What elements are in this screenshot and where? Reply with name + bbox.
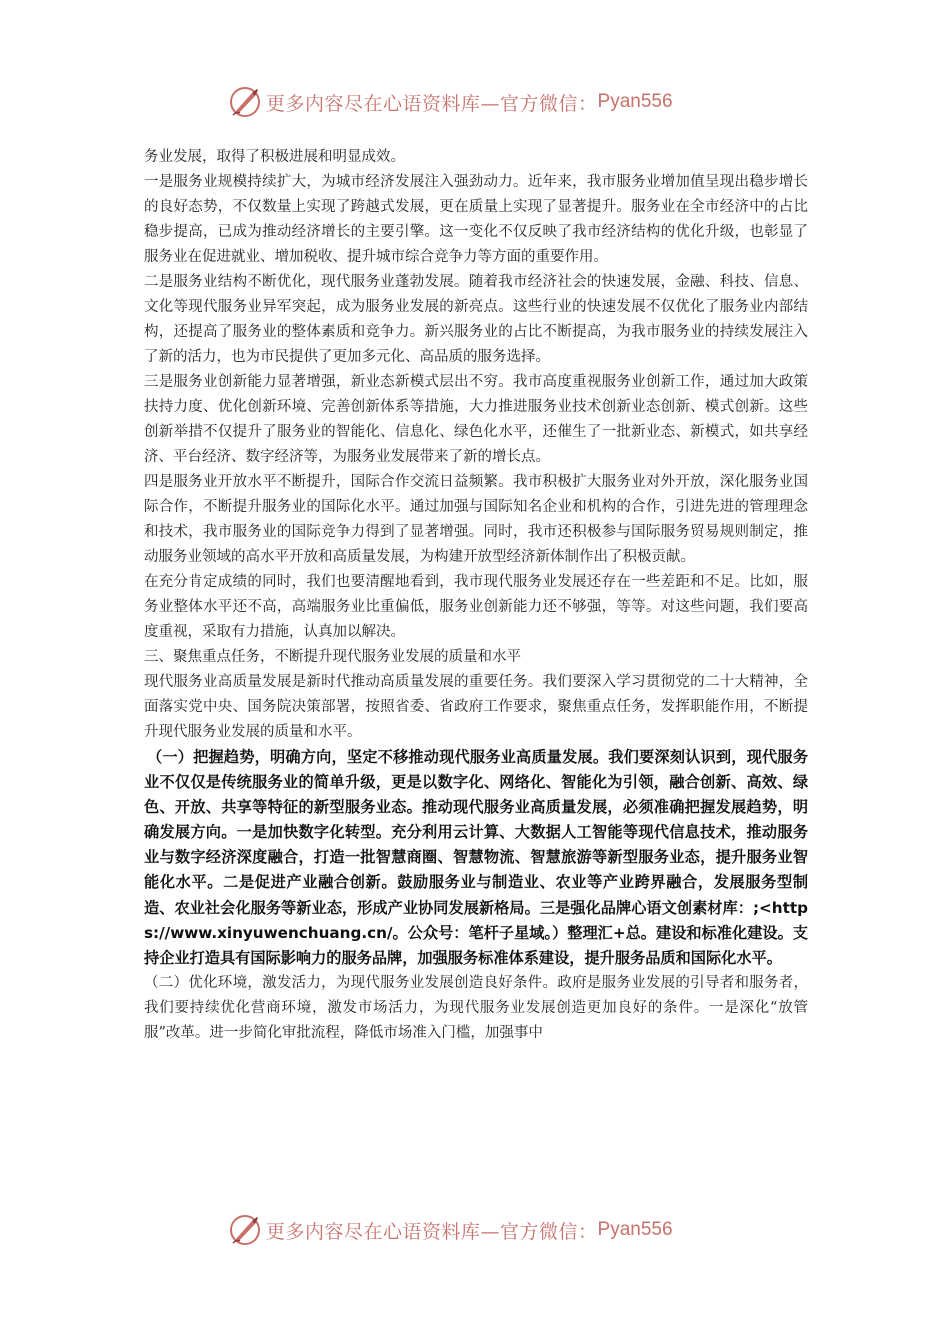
watermark-handle: Pyan556 xyxy=(597,1219,673,1240)
watermark-text: 更多内容尽在心语资料库—官方微信： xyxy=(266,1220,598,1243)
paragraph-task-one-bold: （一）把握趋势，明确方向，坚定不移推动现代服务业高质量发展。我们要深刻认识到，现代服务业不仅仅是传统服务业的简单升级，更是以数字化、网络化、智能化为引领，融合创新、高效、绿色、开放、共享等特征的新型服务业态。推动现代服务业高质量发展，必须准确把握发展趋势，明确发展方向。一是加快数字化转型。充分利用云计算、大数据人工智能等现代信息技术，推动服务业与数字经济深度融合，打造一批智慧商圈、智慧物流、智慧旅游等新型服务业态，提升服务业智能化水平。二是促进产业融合创新。鼓励服务业与制造业、农业等产业跨界融合，发展服务型制造、农业社会化服务等新业态，形成产业协同发展新格局。三是强化品牌心语文创素材库：;<https://www.xinyuwenchuang.cn/。公众号：笔杆子星域。）整理汇+总。建设和标准化建设。支持企业打造具有国际影响力的服务品牌，加强服务标准体系建设，提升服务品质和国际化水平。 xyxy=(144,748,808,967)
watermark-handle: Pyan556 xyxy=(597,91,673,112)
section-heading-three: 三、聚焦重点任务，不断提升现代服务业发展的质量和水平 xyxy=(144,649,521,665)
pen-logo-icon xyxy=(228,1213,262,1247)
watermark-text: 更多内容尽在心语资料库—官方微信： xyxy=(266,92,598,115)
paragraph-point-three: 三是服务业创新能力显著增强，新业态新模式层出不穷。我市高度重视服务业创新工作，通过加大政策扶持力度、优化创新环境、完善创新体系等措施，大力推进服务业技术创新业态创新、模式创新。这些创新举措不仅提升了服务业的智能化、信息化、绿色化水平，还催生了一批新业态、新模式，如共享经济、平台经济、数字经济等，为服务业发展带来了新的增长点。 xyxy=(144,374,808,465)
paragraph-section-intro: 现代服务业高质量发展是新时代推动高质量发展的重要任务。我们要深入学习贯彻党的二十大精神，全面落实党中央、国务院决策部署，按照省委、省政府工作要求，聚焦重点任务，发挥职能作用，不断提升现代服务业发展的质量和水平。 xyxy=(144,674,808,740)
document-body xyxy=(144,145,808,1046)
paragraph-shortcomings: 在充分肯定成绩的同时，我们也要清醒地看到，我市现代服务业发展还存在一些差距和不足。比如，服务业整体水平还不高，高端服务业比重偏低，服务业创新能力还不够强，等等。对这些问题，我们要高度重视，采取有力措施，认真加以解决。 xyxy=(144,574,808,640)
paragraph-task-two: （二）优化环境，激发活力，为现代服务业发展创造良好条件。政府是服务业发展的引导者和服务者，我们要持续优化营商环境，激发市场活力，为现代服务业发展创造更加良好的条件。一是深化“放管服”改革。进一步简化审批流程，降低市场准入门槛，加强事中 xyxy=(144,974,808,1041)
paragraph-point-one: 一是服务业规模持续扩大，为城市经济发展注入强劲动力。近年来，我市服务业增加值呈现出稳步增长的良好态势，不仅数量上实现了跨越式发展，更在质量上实现了显著提升。服务业在全市经济中的占比稳步提高，已成为推动经济增长的主要引擎。这一变化不仅反映了我市经济结构的优化升级，也彰显了服务业在促进就业、增加税收、提升城市综合竞争力等方面的重要作用。 xyxy=(144,174,808,265)
pen-logo-icon xyxy=(228,85,262,119)
paragraph-continuation: 务业发展，取得了积极进展和明显成效。 xyxy=(144,149,405,165)
paragraph-point-four: 四是服务业开放水平不断提升，国际合作交流日益频繁。我市积极扩大服务业对外开放，深化服务业国际合作，不断提升服务业的国际化水平。通过加强与国际知名企业和机构的合作，引进先进的管理理念和技术，我市服务业的国际竞争力得到了显著增强。同时，我市还积极参与国际服务贸易规则制定，推动服务业领域的高水平开放和高质量发展，为构建开放型经济新体制作出了积极贡献。 xyxy=(144,474,808,565)
footer-watermark-banner xyxy=(0,1210,950,1250)
paragraph-point-two: 二是服务业结构不断优化，现代服务业蓬勃发展。随着我市经济社会的快速发展，金融、科技、信息、文化等现代服务业异军突起，成为服务业发展的新亮点。这些行业的快速发展不仅优化了服务业内部结构，还提高了服务业的整体素质和竞争力。新兴服务业的占比不断提高，为我市服务业的持续发展注入了新的活力，也为市民提供了更加多元化、高品质的服务选择。 xyxy=(144,274,808,365)
header-watermark-banner xyxy=(0,82,950,122)
